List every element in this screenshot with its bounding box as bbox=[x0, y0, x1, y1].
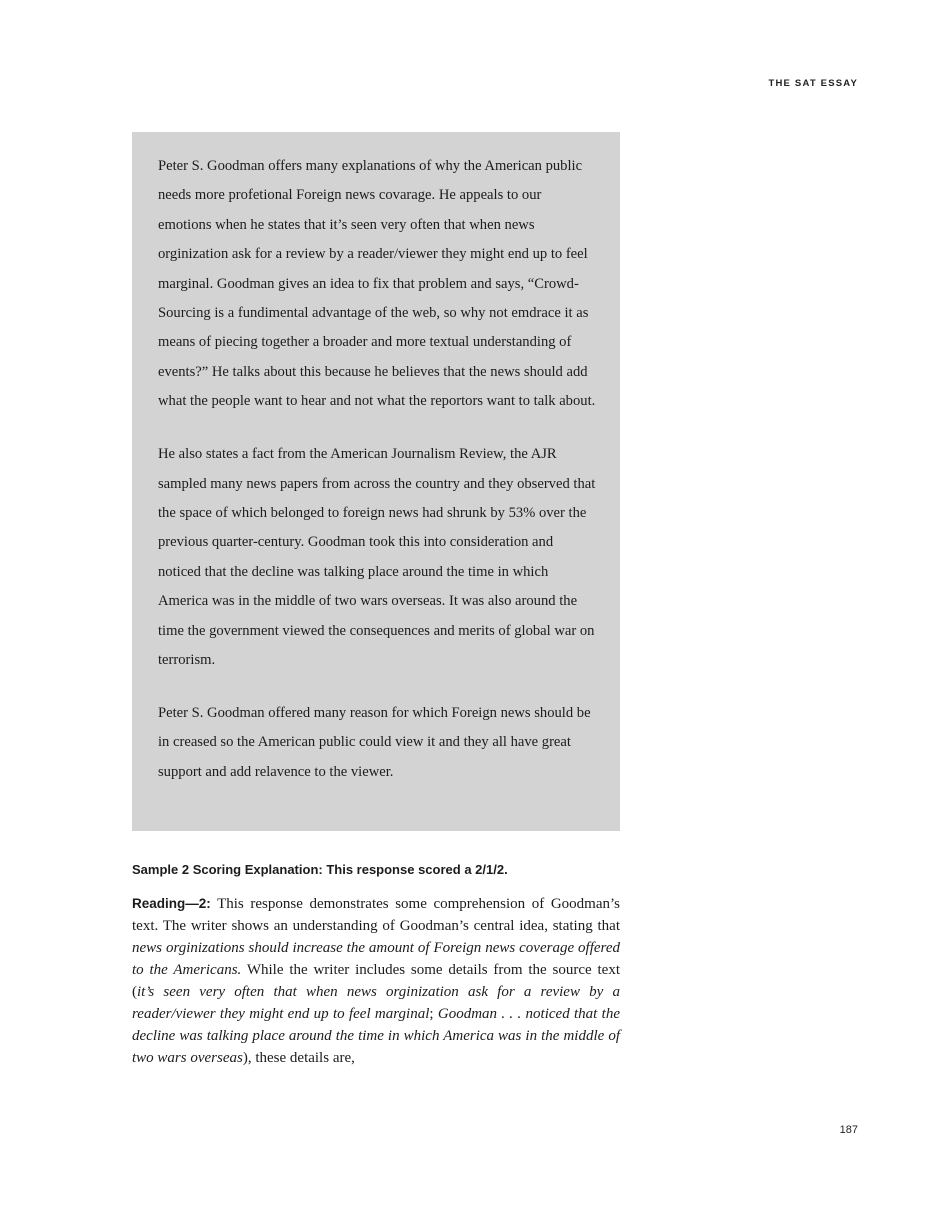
sample-essay-paragraph: Peter S. Goodman offers many explanations of why the American public needs more profetional Foreign news covarage. He appeals to our emotions when he states that it’s seen very often that when news orginization ask for a review by a reader/viewer they might end up to feel marginal. Goodman gives an idea to fix that problem and says, “Crowd-Sourcing is a fundimental advantage of the web, so why not emdrace it as means of piecing together a broader and more textual understanding of events?” He talks about this because he believes that the news should add what the people want to hear and not what the reportors want to talk about. bbox=[158, 158, 596, 410]
running-head: THE SAT ESSAY bbox=[768, 78, 858, 89]
explanation-text: ), these details are, bbox=[242, 1050, 355, 1066]
sample-essay-paragraph: He also states a fact from the American Journalism Review, the AJR sampled many news papers from across the country and they observed that the space of which belonged to foreign news had shrunk by 53% over the previous quarter-century. Goodman took this into consideration and noticed that the decline was talking place around the time in which America was in the middle of two wars overseas. It was also around the time the government viewed the consequences and merits of global war on terrorism. bbox=[158, 446, 596, 668]
explanation-quote: it’s seen very often that when news orginization ask for a review by a reader/viewer they might end up to feel marginal bbox=[132, 984, 620, 1022]
explanation-quote: Goodman . . . noticed that the decline was talking place around the time in which America was in the middle of two wars overseas bbox=[132, 1006, 620, 1066]
scoring-explanation-heading: Sample 2 Scoring Explanation: This response scored a 2/1/2. bbox=[132, 862, 508, 877]
sample-essay-box bbox=[132, 132, 620, 831]
reading-score-label: Reading—2: bbox=[132, 896, 211, 911]
page-number: 187 bbox=[839, 1124, 858, 1136]
sample-essay-paragraph: Peter S. Goodman offered many reason for which Foreign news should be in creased so the American public could view it and they all have great support and add relavence to the viewer. bbox=[158, 704, 591, 780]
explanation-text: While the writer includes some details from the source text ( bbox=[132, 962, 620, 1000]
explanation-text: ; bbox=[429, 1006, 438, 1022]
explanation-text: This response demonstrates some comprehension of Goodman’s text. The writer shows an understanding of Goodman’s central idea, stating that bbox=[132, 896, 620, 934]
explanation-quote: news orginizations should increase the amount of Foreign news coverage offered to the Americans. bbox=[132, 940, 620, 978]
scoring-explanation-body bbox=[132, 893, 620, 1069]
